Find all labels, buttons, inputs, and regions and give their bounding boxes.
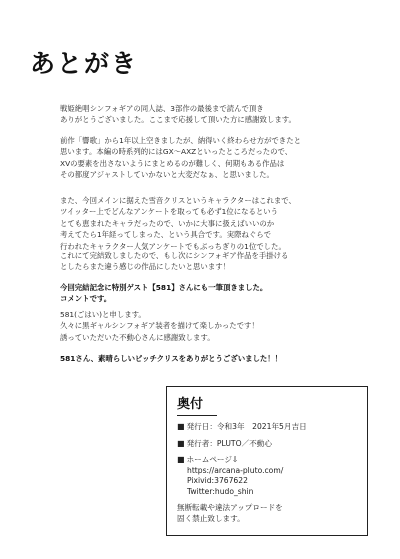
publish-date — [177, 422, 357, 433]
bullet-icon: ■ — [177, 438, 185, 448]
notice-line: 無断転載や違法アップロードを — [177, 503, 283, 512]
paragraph-guest-comment — [60, 309, 380, 343]
text-line: 行われたキャラクター人気アンケートでもぶっちぎりの1位でした。 — [60, 241, 286, 251]
bullet-icon: ■ — [177, 455, 185, 464]
homepage-label — [177, 455, 357, 466]
text-line: 思います。本編の時系列的にはGX〜AXZといったところだったので、 — [60, 147, 293, 157]
paragraph-character — [60, 195, 380, 252]
text-line: また、今回メインに据えた雪音クリスというキャラクターはこれまで、 — [60, 196, 296, 205]
text-line: 前作「響歌」から1年以上空きましたが、納得いく終わらせ方ができたと — [60, 136, 301, 145]
text-line: ツイッター上でどんなアンケートを取っても必ず1位になるという — [60, 207, 279, 217]
colophon-title: 奥付 — [177, 393, 217, 416]
text-line: これにて完結致しましたので、もし次にシンフォギア作品を手掛ける — [60, 251, 289, 260]
text-line: 久々に黒ギャルシンフォギア装者を描けて楽しかったです！ — [60, 321, 259, 331]
text-line: 581(ごはい)と申します。 — [60, 310, 146, 319]
text-line: ありがとうございました。ここまで応援して頂いた方に感謝致します。 — [60, 115, 296, 125]
text-line: 581さん、素晴らしいビッチクリスをありがとうございました！！ — [60, 354, 283, 363]
text-line: 戦姫絶唱シンフォギアの同人誌、3部作の最後まで読んで頂き — [60, 104, 264, 113]
bullet-icon: ■ — [177, 422, 185, 431]
paragraph-guest-thanks — [60, 353, 380, 364]
text-line: 考えてたら1年経ってしまった、という具合です。実際ねぐらで — [60, 230, 271, 240]
pixiv-id: Pixivid:3767622 — [187, 476, 248, 485]
text-line: XVの要素を出さないようにまとめるのが難しく、何期もある作品は — [60, 158, 285, 168]
publish-date-text: 発行日：令和3年 2021年5月吉日 — [186, 422, 307, 431]
text-line: としたらまた違う感じの作品にしたいと思います！ — [60, 262, 230, 272]
text-line: 誘っていただいた不動心さんに感謝致します。 — [60, 332, 215, 342]
homepage-label-text: ホームページ⇩ — [186, 455, 239, 464]
text-line: 今回完結記念に特別ゲスト【581】さんにも一筆頂きました。 — [60, 283, 268, 292]
paragraph-previous-work — [60, 135, 380, 181]
paragraph-guest-intro — [60, 282, 380, 305]
colophon-box — [166, 386, 368, 536]
paragraph-conclusion — [60, 250, 380, 273]
twitter-id: Twitter:hudo_shin — [187, 486, 254, 496]
publisher-text: 発行者：PLUTO／不動心 — [186, 438, 272, 448]
publisher — [177, 439, 357, 450]
text-line: コメントです。 — [60, 294, 112, 304]
homepage-url: https://arcana-pluto.com/ — [187, 465, 284, 475]
text-line: とても恵まれたキャラだったので、いかに大事に扱えばいいのか — [60, 218, 275, 228]
text-line: その都度アジャストしていかないと大変だなぁ、と思いました。 — [60, 170, 274, 180]
paragraph-thanks — [60, 103, 380, 126]
page-title: あとがき — [30, 49, 139, 78]
notice-line: 固く禁止致します。 — [177, 513, 245, 523]
